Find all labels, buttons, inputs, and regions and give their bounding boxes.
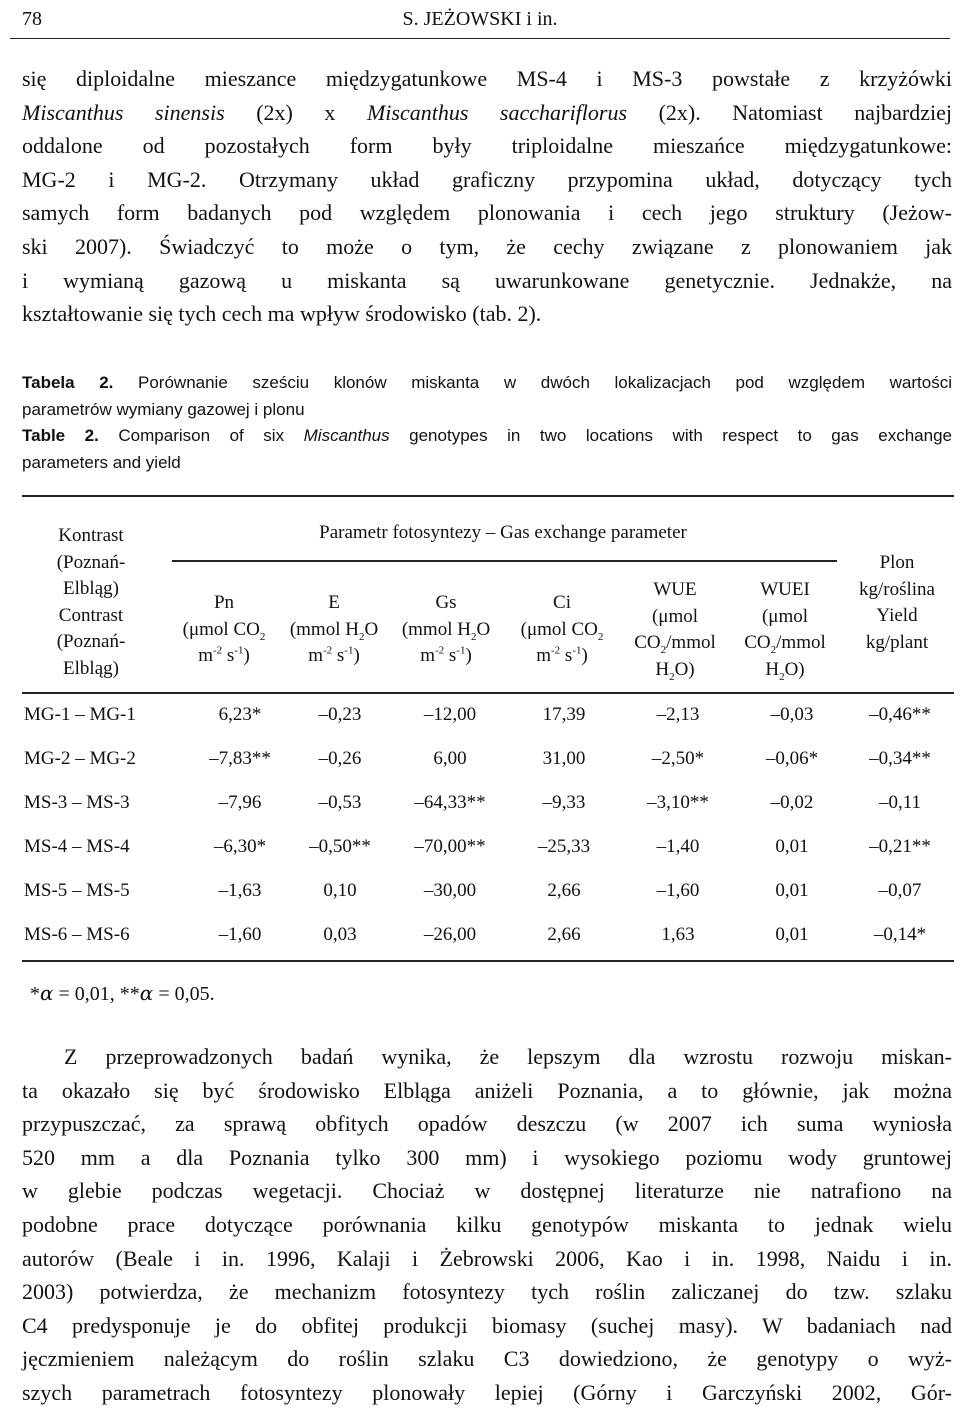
header-line: Contrast — [58, 604, 124, 626]
table-cell: –0,34** — [869, 748, 931, 769]
table-cell: 0,01 — [775, 880, 809, 901]
table-cell: –2,13 — [656, 704, 700, 725]
unit-sup: -1 — [344, 644, 354, 657]
text-line: autorów (Beale i in. 1996, Kalaji i Żebrowski 2006, Kao i in. 1998, Naidu i in. — [22, 1245, 952, 1271]
unit-text: O) — [674, 658, 695, 680]
table-cell: –1,60 — [656, 880, 700, 901]
text-line: 2003) potwierdza, że mechanizm fotosyntezy tych roślin zaliczanej do tzw. szlaku — [22, 1279, 952, 1305]
table-cell: –7,83** — [209, 748, 271, 769]
unit-text: s — [332, 645, 345, 666]
alpha-symbol: α — [139, 981, 154, 1005]
param-unit — [506, 643, 618, 670]
text-line: 520 mm a dla Poznania tylko 300 mm) i wysokiego poziomu wody gruntowej — [22, 1144, 952, 1170]
species-name: Miscanthus sacchariflorus — [366, 99, 628, 125]
row-label: MS-5 – MS-5 — [24, 880, 130, 901]
unit-text: s — [222, 645, 235, 666]
param-unit — [390, 617, 502, 644]
text-line: w glebie podczas wegetacji. Chociaż w dostępnej literaturze nie natrafiono na — [22, 1178, 952, 1204]
table-cell: –0,26 — [318, 748, 362, 769]
header-ci — [506, 590, 618, 670]
param-unit — [280, 643, 388, 670]
text-line: kształtowanie się tych cech ma wpływ środowisko (tab. 2). — [22, 301, 542, 327]
param-name: Gs — [435, 592, 457, 613]
text-line: i wymianą gazową u miskanta są uwarunkowane genetycznie. Jednakże, na — [22, 267, 952, 293]
text-line: podobne prace dotyczące porównania kilku genotypów miskanta to jednak wielu — [22, 1211, 952, 1237]
caption-text: Comparison of six — [98, 426, 304, 445]
table-cell: –6,30* — [213, 836, 267, 857]
table-cell: 17,39 — [542, 704, 586, 725]
group-underline — [172, 560, 837, 562]
unit-sub: 2 — [770, 643, 777, 656]
table-cell: –0,03 — [770, 704, 814, 725]
text-line: C4 predysponuje je do obfitej produkcji biomasy (suchej masy). W badaniach nad — [22, 1312, 952, 1338]
table-cell: –1,60 — [218, 924, 262, 945]
param-name: WUE — [653, 579, 697, 600]
unit-text: /mmol — [666, 632, 716, 653]
table-top-rule — [22, 495, 954, 497]
unit-text: (μmol CO — [520, 618, 598, 640]
unit-text: O) — [784, 658, 805, 680]
param-unit — [170, 617, 278, 644]
table-cell: 6,00 — [433, 748, 467, 769]
unit-text: (mmol H — [289, 618, 359, 640]
table-cell: 1,63 — [661, 924, 695, 945]
header-rule — [10, 38, 950, 39]
text-line: samych form badanych pod względem plonowania i cech jego struktury (Jeżow- — [22, 200, 952, 226]
param-unit: (μmol — [761, 605, 809, 627]
unit-sup: -2 — [434, 644, 445, 657]
paragraph-2 — [22, 1040, 952, 1410]
unit-text: ) — [465, 645, 472, 666]
text-line: oddalone od pozostałych form były triploidalne mieszańce międzygatunkowe: — [22, 133, 952, 159]
header-line: Yield — [876, 605, 918, 626]
table-cell: 0,01 — [775, 836, 809, 857]
table-cell: –0,53 — [318, 792, 362, 813]
unit-text: ) — [243, 645, 250, 666]
text-line: ta okazało się być środowisko Elbląga aniżeli Poznania, a to głównie, jak można — [22, 1077, 952, 1103]
param-unit: (μmol — [651, 605, 699, 627]
table-cell: –12,00 — [423, 704, 477, 725]
caption-line: parameters and yield — [22, 452, 181, 472]
header-e — [280, 590, 388, 670]
unit-text: H — [655, 658, 670, 680]
table-cell: –1,40 — [656, 836, 700, 857]
table-cell: 0,01 — [775, 924, 809, 945]
unit-text: m — [308, 645, 323, 666]
header-line: (Poznań- — [56, 631, 126, 652]
text-line: ski 2007). Świadczyć to może o tym, że cechy związane z plonowaniem jak — [22, 233, 952, 259]
running-head: S. JEŻOWSKI i in. — [402, 8, 558, 30]
table-cell: –0,14* — [873, 924, 927, 945]
data-table — [22, 495, 954, 995]
unit-sub: 2 — [358, 630, 365, 643]
table-cell: –0,46** — [869, 704, 931, 725]
header-wuei — [730, 577, 840, 683]
caption-label-pl: Tabela 2. — [22, 373, 114, 392]
table-footnote — [30, 981, 215, 1006]
table-cell: –25,33 — [537, 836, 591, 857]
header-pn — [170, 590, 278, 670]
table-caption — [22, 370, 952, 476]
text-span: (2x). Natomiast najbardziej — [627, 99, 952, 125]
table-cell: –0,11 — [878, 792, 922, 813]
table-cell: –64,33** — [414, 792, 486, 813]
param-unit — [170, 643, 278, 670]
table-cell: 0,03 — [323, 924, 357, 945]
unit-text: CO — [634, 632, 661, 653]
row-label: MS-3 – MS-3 — [24, 792, 130, 813]
page-number: 78 — [22, 8, 42, 30]
table-cell: –0,21** — [869, 836, 931, 857]
unit-sub: 2 — [669, 670, 675, 683]
header-yield — [840, 550, 954, 656]
table-cell: 31,00 — [542, 748, 586, 769]
header-wue — [620, 577, 730, 683]
unit-sub: 2 — [597, 630, 604, 643]
header-line: kg/plant — [865, 631, 929, 653]
table-cell: –30,00 — [423, 880, 477, 901]
table-cell: 0,10 — [323, 880, 357, 901]
row-label: MS-6 – MS-6 — [24, 924, 130, 945]
table-cell: –26,00 — [423, 924, 477, 945]
table-cell: –0,06* — [765, 748, 819, 769]
table-cell: 6,23* — [218, 704, 262, 725]
header-line: kg/roślina — [859, 578, 935, 600]
table-cell: –0,50** — [309, 836, 371, 857]
header-line: Kontrast — [58, 525, 124, 546]
unit-text: H — [765, 658, 780, 680]
caption-text: genotypes in two locations with respect to gas exchange — [389, 426, 952, 445]
table-cell: –0,07 — [878, 880, 922, 901]
param-name: Ci — [553, 592, 571, 613]
unit-sub: 2 — [259, 630, 266, 643]
unit-text: s — [560, 645, 573, 666]
header-line: (Poznań- — [56, 551, 126, 573]
table-cell: –2,50* — [651, 748, 705, 769]
unit-sup: -2 — [550, 644, 561, 657]
text-line: Z przeprowadzonych badań wynika, że lepszym dla wzrostu rozwoju miskan- — [64, 1044, 952, 1069]
row-label: MG-2 – MG-2 — [24, 748, 136, 769]
table-cell: 2,66 — [547, 880, 581, 901]
unit-text: m — [198, 645, 213, 666]
param-unit — [506, 617, 618, 644]
text-line: szych parametrach fotosyntezy plonowały lepiej (Górny i Garczyński 2002, Gór- — [22, 1379, 952, 1405]
unit-sup: -2 — [322, 644, 333, 657]
param-unit — [730, 657, 840, 684]
unit-text: m — [420, 645, 435, 666]
table-cell: –3,10** — [647, 792, 709, 813]
unit-text: O — [364, 618, 379, 640]
footnote-text: = 0,01, ** — [53, 983, 140, 1005]
text-line: MG-2 i MG-2. Otrzymany układ graficzny przypomina układ, dotyczący tych — [22, 166, 952, 192]
header-contrast — [24, 523, 158, 682]
caption-line — [22, 423, 952, 450]
species-name: Miscanthus sinensis — [22, 99, 225, 125]
unit-sup: -2 — [212, 644, 223, 657]
caption-line: parametrów wymiany gazowej i plonu — [22, 399, 305, 419]
table-cell: –9,33 — [542, 792, 586, 813]
unit-sup: -1 — [456, 644, 466, 657]
param-unit — [620, 657, 730, 684]
header-gs — [390, 590, 502, 670]
unit-text: (μmol CO — [182, 618, 260, 640]
header-line: Plon — [879, 552, 915, 573]
unit-text: m — [536, 645, 551, 666]
header-line: Elbląg) — [63, 657, 119, 679]
caption-label-en: Table 2. — [22, 426, 99, 445]
param-name: Pn — [213, 592, 235, 613]
param-unit — [390, 643, 502, 670]
unit-sup: -1 — [234, 644, 244, 657]
caption-line — [22, 370, 952, 397]
table-bottom-rule — [22, 960, 954, 962]
unit-text: ) — [353, 645, 360, 666]
alpha-symbol: α — [40, 981, 54, 1005]
footnote-text: = 0,05. — [153, 983, 215, 1005]
running-header — [22, 8, 938, 32]
paragraph-1 — [22, 62, 952, 331]
table-cell: –1,63 — [218, 880, 262, 901]
unit-sub: 2 — [470, 630, 477, 643]
row-label: MS-4 – MS-4 — [24, 836, 130, 857]
unit-text: ) — [581, 645, 588, 666]
caption-text: Porównanie sześciu klonów miskanta w dwóch lokalizacjach pod względem wartości — [113, 373, 952, 392]
unit-text: /mmol — [776, 632, 826, 653]
table-header-rule — [22, 692, 954, 694]
unit-text: s — [444, 645, 457, 666]
text-line: jęczmieniem należącym do roślin szlaku C3 dowiedziono, że genotypy o wyż- — [22, 1346, 952, 1372]
unit-sub: 2 — [660, 643, 667, 656]
text-span: (2x) x — [224, 99, 367, 125]
table-cell: –0,23 — [318, 704, 362, 725]
param-unit — [620, 630, 730, 657]
table-cell: 2,66 — [547, 924, 581, 945]
unit-sup: -1 — [572, 644, 582, 657]
header-line: Elbląg) — [63, 578, 119, 599]
row-label: MG-1 – MG-1 — [24, 704, 136, 725]
unit-sub: 2 — [779, 670, 785, 683]
species-name: Miscanthus — [303, 426, 390, 445]
param-name: WUEI — [760, 579, 810, 600]
table-cell: –7,96 — [218, 792, 262, 813]
header-gas-exchange-group: Parametr fotosyntezy – Gas exchange parameter — [319, 522, 687, 543]
unit-text: (mmol H — [401, 618, 471, 640]
unit-text: CO — [744, 632, 771, 653]
footnote-text: * — [30, 983, 40, 1005]
text-line: się diploidalne mieszance międzygatunkowe MS-4 i MS-3 powstałe z krzyżówki — [22, 66, 952, 91]
table-cell: –0,02 — [770, 792, 814, 813]
param-unit — [280, 617, 388, 644]
unit-text: O — [476, 618, 491, 640]
text-line — [22, 96, 952, 130]
table-cell: –70,00** — [414, 836, 486, 857]
param-unit — [730, 630, 840, 657]
param-name: E — [328, 592, 340, 613]
text-line: przypuszczać, za sprawą obfitych opadów deszczu (w 2007 ich suma wyniosła — [22, 1111, 952, 1137]
